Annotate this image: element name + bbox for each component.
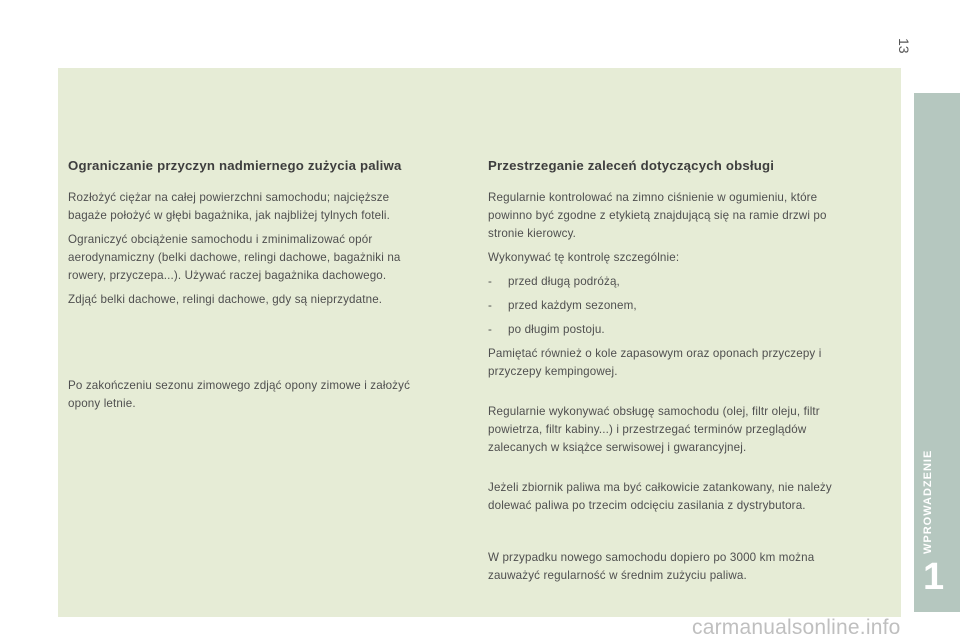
right-paragraph-1: Regularnie kontrolować na zimno ciśnienie w ogumieniu, które powinno być zgodne z etykietą znajdującą się na ramie drzwi po stronie kierowcy. — [488, 191, 827, 240]
right-paragraph-3: Pamiętać również o kole zapasowym oraz oponach przyczepy i przyczepy kempingowej. — [488, 347, 822, 378]
left-paragraph-2: Ograniczyć obciążenie samochodu i zminimalizować opór aerodynamiczny (belki dachowe, relingi dachowe, bagażniki na rowery, przyczepa...). Używać raczej bagażnika dachowego. — [68, 233, 401, 282]
chapter-tab — [914, 93, 960, 612]
watermark: carmanualsonline.info — [692, 616, 901, 639]
page-number: 13 — [896, 38, 912, 54]
right-column — [488, 158, 888, 591]
chapter-number: 1 — [923, 556, 945, 598]
right-heading: Przestrzeganie zaleceń dotyczących obsługi — [488, 158, 775, 173]
chapter-label: WPROWADZENIE — [922, 449, 934, 554]
left-column — [68, 158, 468, 419]
right-paragraph-6: W przypadku nowego samochodu dopiero po 3000 km można zauważyć regularność w średnim zużyciu paliwa. — [488, 551, 815, 582]
right-paragraph-5: Jeżeli zbiornik paliwa ma być całkowicie zatankowany, nie należy dolewać paliwa po trzecim odcięciu zasilania z dystrybutora. — [488, 481, 832, 512]
left-paragraph-1: Rozłożyć ciężar na całej powierzchni samochodu; najcięższe bagaże położyć w głębi bagażnika, jak najbliżej tylnych foteli. — [68, 191, 391, 222]
dash-item: - przed każdym sezonem, — [488, 299, 637, 312]
left-paragraph-3: Zdjąć belki dachowe, relingi dachowe, gdy są nieprzydatne. — [68, 293, 383, 306]
left-paragraph-4: Po zakończeniu sezonu zimowego zdjąć opony zimowe i założyć opony letnie. — [68, 379, 411, 410]
right-paragraph-2: Wykonywać tę kontrolę szczególnie: — [488, 251, 680, 264]
dash-item: - przed długą podróżą, — [488, 275, 620, 288]
dash-item: - po długim postoju. — [488, 323, 605, 336]
left-heading: Ograniczanie przyczyn nadmiernego zużycia paliwa — [68, 158, 402, 173]
right-paragraph-4: Regularnie wykonywać obsługę samochodu (olej, filtr oleju, filtr powietrza, filtr kabiny...) i przestrzegać terminów przeglądów zalecanych w książce serwisowej i gwarancyjnej. — [488, 405, 820, 454]
